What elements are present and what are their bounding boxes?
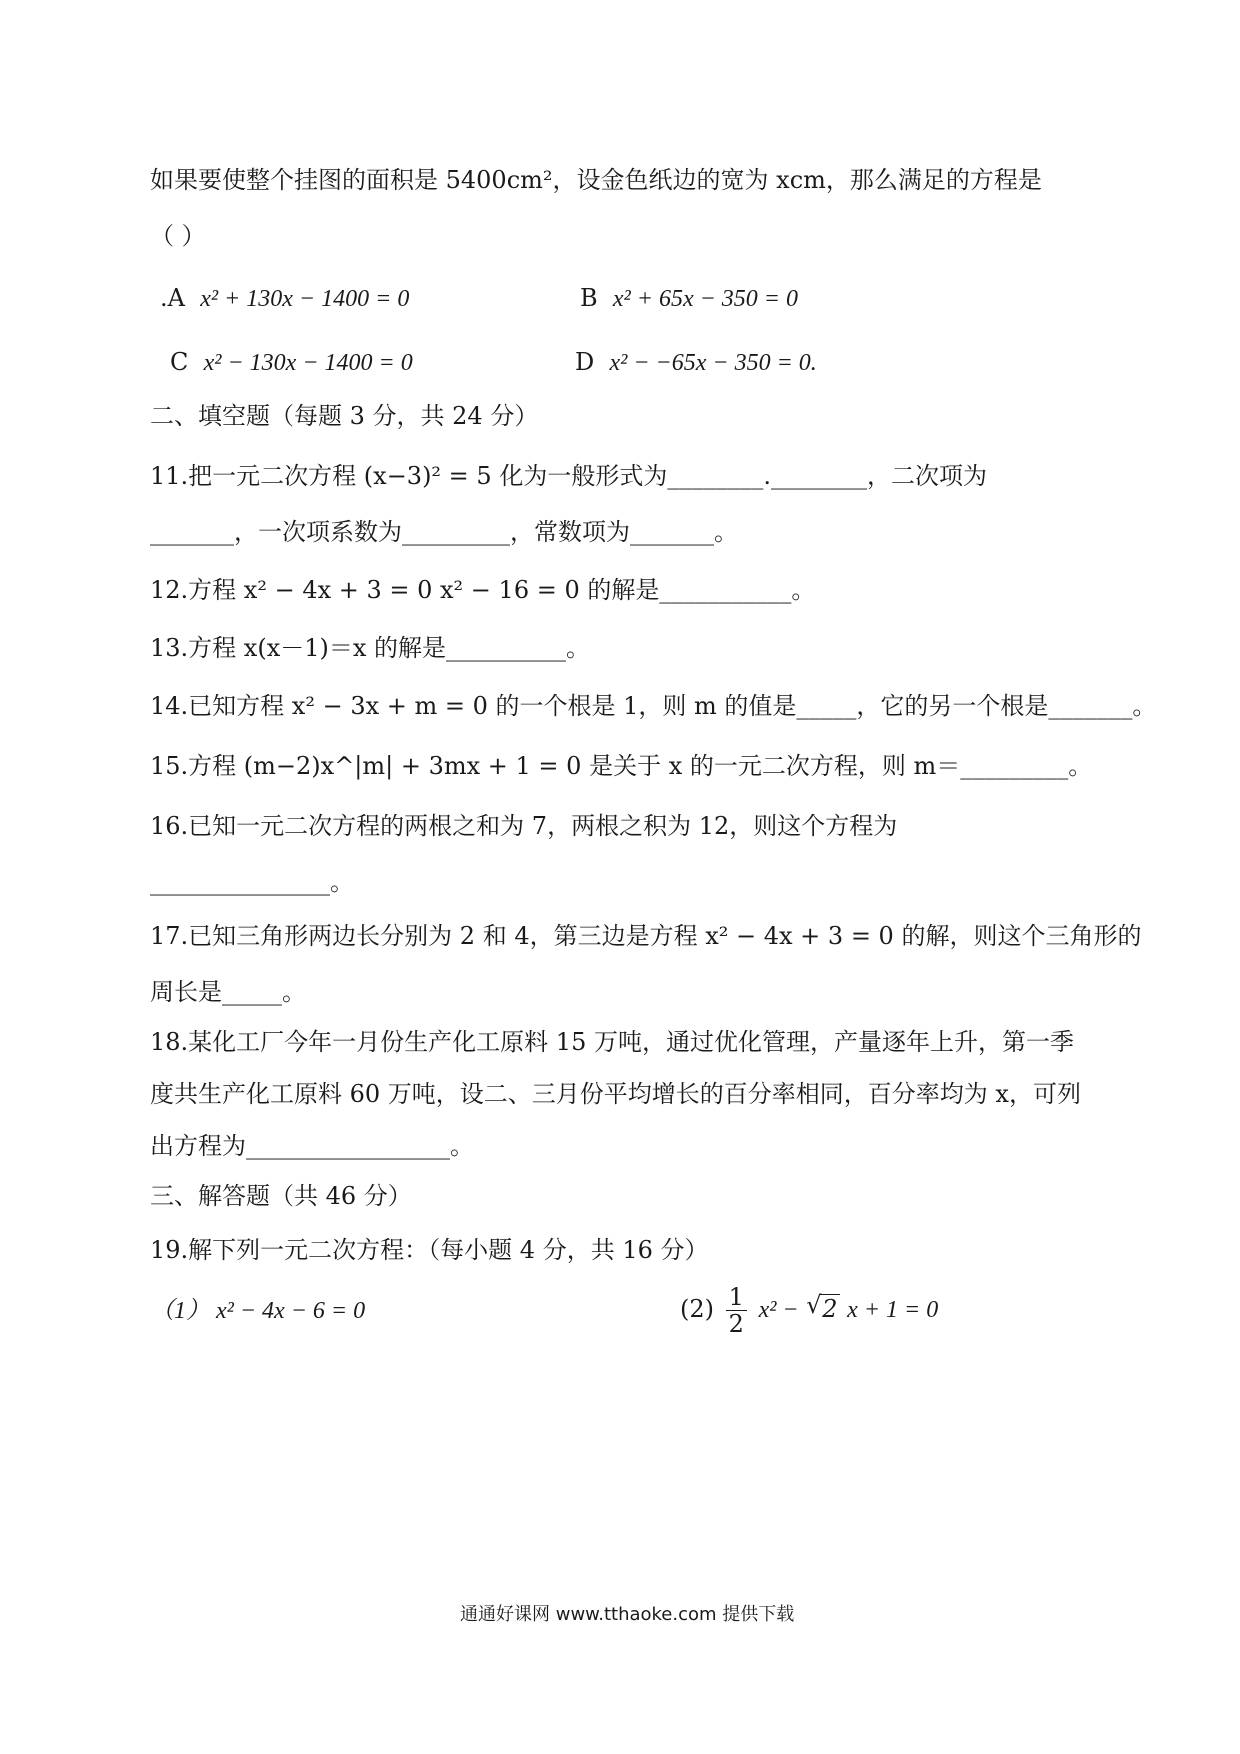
q19-part1-equation: （1） x² − 4x − 6 = 0 xyxy=(150,1298,366,1324)
q18-line2: 度共生产化工原料 60 万吨，设二、三月份平均增长的百分率相同，百分率均为 x，可列 xyxy=(150,1080,1081,1108)
option-d xyxy=(575,346,817,379)
q11-line1: 11.把一元二次方程 (x−3)² = 5 化为一般形式为________.________，二次项为 xyxy=(150,462,987,490)
q12: 12.方程 x² − 4x + 3 = 0 x² − 16 = 0 的解是___________。 xyxy=(150,576,816,604)
q19-part2 xyxy=(680,1284,938,1337)
q17-line2: 周长是_____。 xyxy=(150,978,306,1006)
q16-line1: 16.已知一元二次方程的两根之和为 7，两根之积为 12，则这个方程为 xyxy=(150,812,898,840)
footer-source: 通通好课网 www.tthaoke.com 提供下载 xyxy=(460,1604,795,1625)
q19-part2-middle: x² − xyxy=(758,1297,799,1323)
q18-line1: 18.某化工厂今年一月份生产化工原料 15 万吨，通过优化管理，产量逐年上升，第一季 xyxy=(150,1028,1074,1056)
q13: 13.方程 x(x－1)＝x 的解是__________。 xyxy=(150,634,591,662)
fraction-denominator: 2 xyxy=(728,1310,744,1338)
section-2-heading: 二、填空题（每题 3 分，共 24 分） xyxy=(150,402,539,430)
q19-part1 xyxy=(150,1294,365,1327)
q18-line3: 出方程为_________________。 xyxy=(150,1132,474,1160)
q17-line1: 17.已知三角形两边长分别为 2 和 4，第三边是方程 x² − 4x + 3 = 0 的解，则这个三角形的 xyxy=(150,922,1142,950)
q19-part2-label: (2) xyxy=(680,1295,714,1323)
q19-part2-rest: x + 1 = 0 xyxy=(847,1297,939,1323)
option-c-label: C xyxy=(170,348,189,376)
option-c-equation: x² − 130x − 1400 = 0 xyxy=(203,350,413,376)
q16-line2: _______________。 xyxy=(150,868,354,896)
option-a xyxy=(160,282,409,315)
option-a-equation: x² + 130x − 1400 = 0 xyxy=(200,286,410,312)
q11-line2: _______，一次项系数为_________，常数项为_______。 xyxy=(150,518,738,546)
square-root xyxy=(806,1285,839,1333)
option-b-label: B xyxy=(580,284,598,312)
q10-answer-bracket: （ ） xyxy=(150,222,206,250)
fraction-numerator: 1 xyxy=(726,1284,747,1311)
radicand: 2 xyxy=(822,1295,838,1323)
option-d-label: D xyxy=(575,348,595,376)
option-b-equation: x² + 65x − 350 = 0 xyxy=(612,286,798,312)
q15: 15.方程 (m−2)x^|m| + 3mx + 1 = 0 是关于 x 的一元二次方程，则 m＝_________。 xyxy=(150,752,1093,780)
radical-sign-icon: √ xyxy=(806,1291,822,1319)
option-b xyxy=(580,282,798,315)
option-a-label: .A xyxy=(160,284,185,312)
section-3-heading: 三、解答题（共 46 分） xyxy=(150,1182,412,1210)
option-c xyxy=(170,346,413,379)
option-d-equation: x² − −65x − 350 = 0. xyxy=(609,350,817,376)
q19-intro: 19.解下列一元二次方程：（每小题 4 分，共 16 分） xyxy=(150,1236,709,1264)
fraction-one-half xyxy=(726,1284,747,1337)
q10-stem: 如果要使整个挂图的面积是 5400cm²，设金色纸边的宽为 xcm，那么满足的方程是 xyxy=(150,166,1042,194)
q14: 14.已知方程 x² − 3x + m = 0 的一个根是 1，则 m 的值是_____，它的另一个根是_______。 xyxy=(150,692,1157,720)
